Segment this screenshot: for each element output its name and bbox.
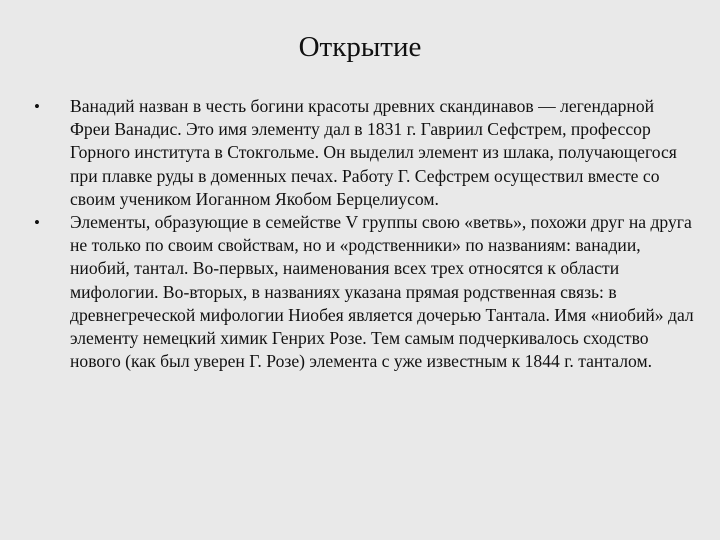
slide-title: Открытие <box>298 31 422 63</box>
bullet-list <box>34 95 694 373</box>
bullet-text: Ванадий назван в честь богини красоты древних скандинавов — легендарной Фреи Ванадис. Это имя элементу дал в 1831 г. Гавриил Сефстрем, профессор Горного института в Стокгольме. Он выделил элемент из шлака, получающегося при плавке руды в доменных печах. Работу Г. Сефстрем осуществил вместе со своим учеником Иоганном Якобом Берцелиусом. <box>70 96 677 209</box>
bullet-marker: • <box>34 97 40 116</box>
bullet-marker: • <box>34 213 40 233</box>
bullet-text: Элементы, образующие в семействе V группы свою «ветвь», похожи друг на друга не только по своим свойствам, но и «родственники» по названиям: ванадии, ниобий, тантал. Во-первых, наименования всех трех относятся к области мифологии. Во-вторых, в названиях указана прямая родственная связь: в древнегреческой мифологии Ниобея является дочерью Тантала. Имя «ниобий» дал элементу немецкий химик Генрих Розе. Тем самым подчеркивалось сходство нового (как был уверен Г. Розе) элемента с уже известным к 1844 г. танталом. <box>70 212 694 372</box>
bullet-item <box>34 211 694 373</box>
bullet-item <box>34 95 694 211</box>
